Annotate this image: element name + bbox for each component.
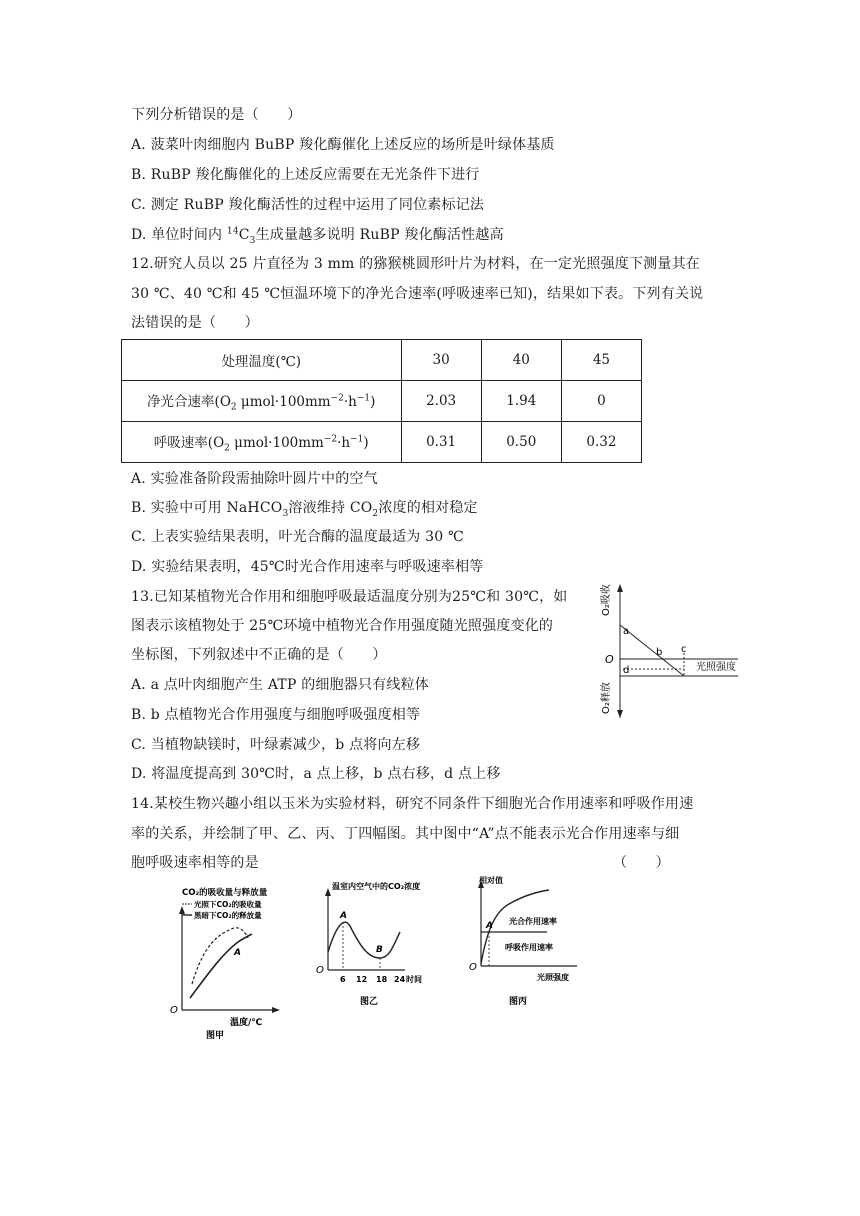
point-a-label: A	[234, 948, 241, 958]
q11-option-d: D. 单位时间内 $^{14}C_3$生成量越多说明 RuBP 羧化酶活性越高	[131, 226, 504, 246]
row-label-respiration: 呼吸速率($O_2$ $\mu mol\cdot 100mm^{-2}\cdot h^{-1}$)	[122, 422, 402, 463]
q13-option-a: A. a 点叶肉细胞产生 ATP 的细胞器只有线粒体	[131, 677, 430, 693]
cell-value: 0.32	[561, 422, 641, 463]
ylabel: 相对值	[479, 876, 503, 885]
q13-stem-line2: 图表示该植物处于 25℃环境中植物光合作用强度随光照强度变化的	[131, 618, 554, 634]
table-row	[122, 422, 642, 463]
q12-option-b: B. 实验中可用 NaHCO$_3$溶液维持 $CO_2$浓度的相对稳定	[131, 500, 478, 519]
q14-figure-jia	[168, 880, 280, 1042]
legend-dark: 黑暗下CO₂的释放量	[194, 911, 262, 920]
row-label-net-photosynthesis: 净光合速率($O_2$ $\mu mol\cdot 100mm^{-2}\cdot h^{-1}$)	[122, 381, 402, 422]
origin-label: O	[605, 653, 614, 666]
q14-stem-line2: 率的关系，并绘制了甲、乙、丙、丁四幅图。其中图中“A”点不能表示光合作用速率与细	[131, 826, 680, 842]
q11-option-b: B. RuBP 羧化酶催化的上述反应需要在无光条件下进行	[131, 167, 480, 183]
q13-option-c: C. 当植物缺镁时，叶绿素减少，b 点将向左移	[131, 737, 421, 753]
legend-light: 光照下CO₂的吸收量	[194, 900, 262, 909]
point-a-label: A	[340, 911, 347, 921]
caption: 图丙	[509, 997, 528, 1007]
point-c-label: c	[681, 644, 687, 655]
table-header-row	[122, 340, 642, 381]
point-b-label: b	[656, 647, 663, 658]
caption: 图甲	[206, 1031, 225, 1041]
q12-stem-line3: 法错误的是（ ）	[131, 315, 259, 331]
q13-light-curve-figure	[588, 582, 748, 722]
point-a-label: A	[486, 921, 493, 931]
q12-stem-line2: 30 ℃、40 ℃和 45 ℃恒温环境下的净光合速率(呼吸速率已知)，结果如下表。下列有关说	[131, 286, 704, 302]
table-row	[122, 381, 642, 422]
xlabel: 时间	[406, 975, 422, 984]
ylabel: 温室内空气中的CO₂浓度	[332, 882, 421, 891]
q12-data-table	[121, 339, 642, 463]
q12-option-c: C. 上表实验结果表明，叶光合酶的温度最适为 30 ℃	[131, 529, 464, 545]
header-45: 45	[561, 340, 641, 381]
point-b-label: B	[376, 945, 383, 955]
q14-answer-bracket: （ ）	[613, 855, 670, 871]
q11-option-c: C. 测定 RuBP 羧化酶活性的过程中运用了同位素标记法	[131, 197, 485, 213]
x-axis-label: 光照强度	[696, 662, 736, 673]
y-bottom-label: O₂释放	[601, 682, 612, 714]
q12-stem-line1: 12.研究人员以 25 片直径为 3 mm 的猕猴桃圆形叶片为材料，在一定光照强度下测量其在	[131, 256, 700, 272]
xlabel: 温度/℃	[230, 1018, 263, 1028]
origin-label: O	[170, 1005, 178, 1016]
q13-stem-line1: 13.已知某植物光合作用和细胞呼吸最适温度分别为25℃和 30℃，如	[131, 589, 568, 605]
q11-option-a: A. 菠菜叶肉细胞内 BuBP 羧化酶催化上述反应的场所是叶绿体基质	[131, 137, 555, 153]
origin-label: O	[316, 965, 324, 976]
cell-value: 2.03	[401, 381, 481, 422]
q13-option-b: B. b 点植物光合作用强度与细胞呼吸强度相等	[131, 707, 421, 723]
tick-6: 6	[340, 975, 346, 984]
point-d-label: d	[623, 665, 630, 676]
q13-option-d: D. 将温度提高到 30℃时，a 点上移，b 点右移，d 点上移	[131, 766, 501, 782]
q14-stem-line3: 胞呼吸速率相等的是	[131, 855, 259, 871]
q12-option-a: A. 实验准备阶段需抽除叶圆片中的空气	[131, 471, 378, 487]
tick-12: 12	[356, 975, 368, 984]
header-temperature: 处理温度(℃)	[122, 340, 402, 381]
cell-value: 0	[561, 381, 641, 422]
q12-option-d: D. 实验结果表明，45℃时光合作用速率与呼吸速率相等	[131, 559, 484, 575]
q14-stem-line1: 14.某校生物兴趣小组以玉米为实验材料，研究不同条件下细胞光合作用速率和呼吸作用速	[131, 796, 694, 812]
q14-figure-bing	[465, 872, 589, 1017]
point-a-label: a	[623, 626, 630, 637]
q14-figure-yi	[310, 872, 438, 1017]
cell-value: 1.94	[481, 381, 561, 422]
q11-stem: 下列分析错误的是（ ）	[131, 107, 302, 123]
origin-label: O	[469, 962, 477, 973]
cell-value: 0.50	[481, 422, 561, 463]
caption: 图乙	[360, 997, 379, 1007]
tick-18: 18	[376, 975, 388, 984]
series1-label: 光合作用速率	[509, 917, 557, 926]
series2-label: 呼吸作用速率	[505, 943, 553, 952]
q13-stem-line3: 坐标图，下列叙述中不正确的是（ ）	[131, 647, 387, 663]
header-30: 30	[401, 340, 481, 381]
header-40: 40	[481, 340, 561, 381]
tick-24: 24	[394, 975, 406, 984]
ylabel: CO₂的吸收量与释放量	[182, 888, 268, 898]
xlabel: 光照强度	[537, 973, 569, 982]
cell-value: 0.31	[401, 422, 481, 463]
y-top-label: O₂吸收	[601, 584, 612, 616]
